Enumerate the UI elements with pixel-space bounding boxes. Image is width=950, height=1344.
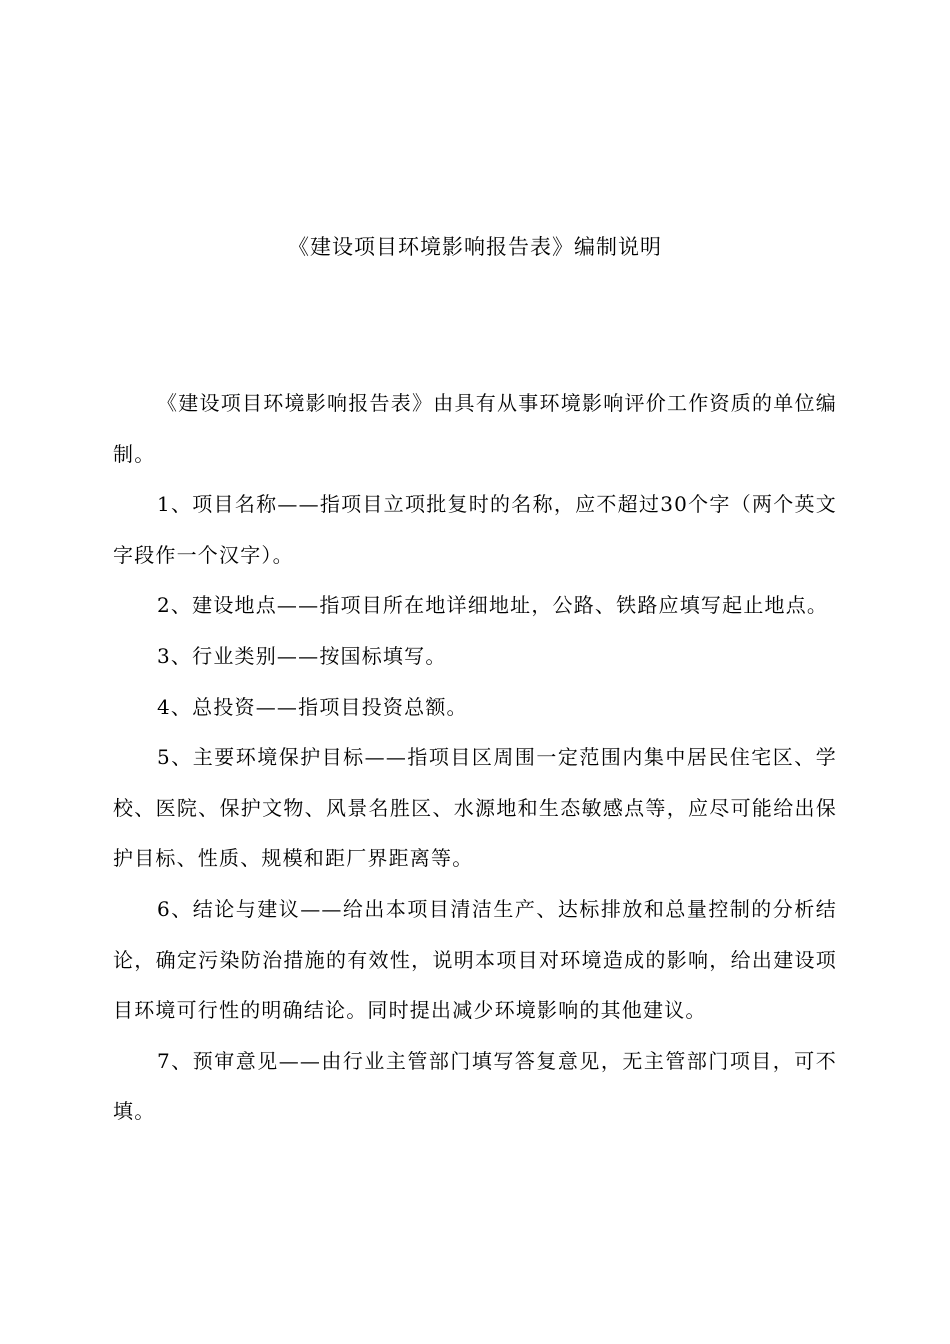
document-title: 《建设项目环境影响报告表》编制说明 <box>288 235 662 259</box>
item-project-name: 1、项目名称——指项目立项批复时的名称，应不超过30个字（两个英文字段作一个汉字）。 <box>113 492 837 567</box>
item-industry-category: 3、行业类别——按国标填写。 <box>157 643 447 668</box>
item-location: 2、建设地点——指项目所在地详细地址，公路、铁路应填写起止地点。 <box>157 593 829 618</box>
intro-paragraph: 《建设项目环境影响报告表》由具有从事环境影响评价工作资质的单位编制。 <box>113 391 837 466</box>
document-body <box>113 378 837 1137</box>
item-protection-targets: 5、主要环境保护目标——指项目区周围一定范围内集中居民住宅区、学校、医院、保护文物、风景名胜区、水源地和生态敏感点等，应尽可能给出保护目标、性质、规模和距厂界距离等。 <box>113 745 837 871</box>
item-total-investment: 4、总投资——指项目投资总额。 <box>157 694 468 719</box>
item-preliminary-review: 7、预审意见——由行业主管部门填写答复意见，无主管部门项目，可不填。 <box>113 1048 837 1124</box>
item-conclusions: 6、结论与建议——给出本项目清洁生产、达标排放和总量控制的分析结论，确定污染防治措施的有效性，说明本项目对环境造成的影响，给出建设项目环境可行性的明确结论。同时提出减少环境影响的其他建议。 <box>113 896 837 1023</box>
